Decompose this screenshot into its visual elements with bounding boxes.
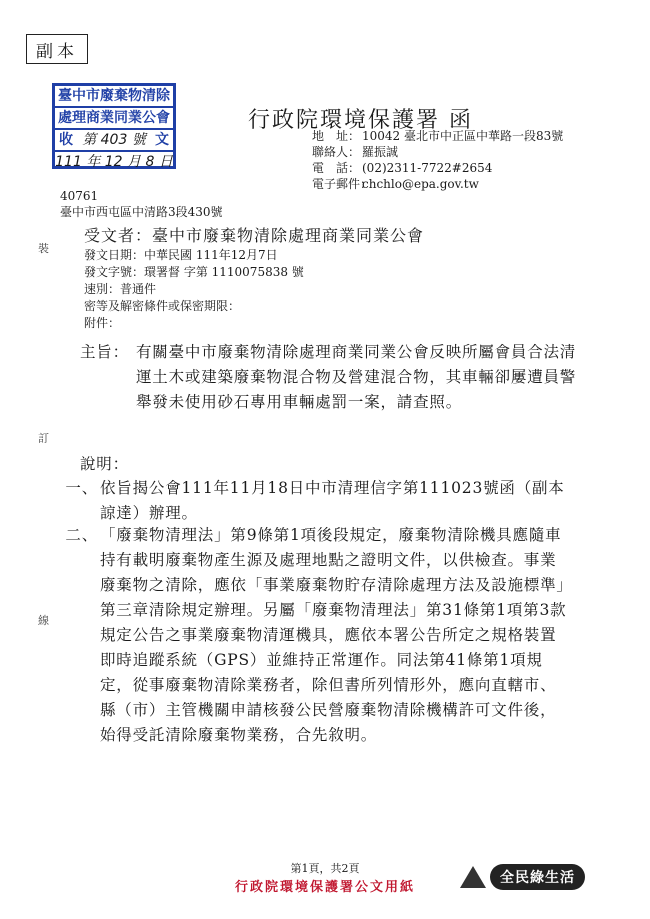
receipt-stamp <box>52 83 176 169</box>
contact-block <box>312 128 563 192</box>
recipient-zip: 40761 <box>60 189 99 203</box>
stationery-label: 行政院環境保護署公文用紙 <box>234 880 415 895</box>
stamp-receipt-row <box>55 130 173 152</box>
copy-label: 副本 <box>26 34 88 64</box>
explanation-item-2 <box>20 523 570 748</box>
item-2-number: 二、 <box>65 526 98 544</box>
subject-section <box>80 340 580 415</box>
email-value: chchlo@epa.gov.tw <box>362 177 479 191</box>
stamp-receipt-suffix: 文 <box>155 132 169 148</box>
page-number: 第1頁，共2頁 <box>290 862 360 875</box>
stamp-receipt-prefix: 收 <box>59 132 73 148</box>
email-line <box>312 176 563 192</box>
phone-line <box>312 160 563 176</box>
recipient-line: 受文者：臺中市廢棄物清除處理商業同業公會 <box>84 226 425 245</box>
logo-text: 全民綠生活 <box>490 864 585 890</box>
phone-label: 電 話： <box>312 161 361 175</box>
explanation-item-1 <box>20 476 570 526</box>
stamp-org-line2: 處理商業同業公會 <box>55 108 173 130</box>
binding-mark-staple: 訂 <box>38 432 49 445</box>
agency-title: 行政院環境保護署 函 <box>248 108 473 133</box>
issue-date: 發文日期：中華民國 111年12月7日 <box>84 248 278 262</box>
document-number: 發文字號：環署督 字第 1110075838 號 <box>84 265 304 279</box>
attachments: 附件： <box>84 316 121 330</box>
binding-mark-bind: 裝 <box>38 242 49 255</box>
contact-person-line <box>312 144 563 160</box>
stamp-receipt-number: 第 403 號 <box>82 132 146 148</box>
address-line <box>312 128 563 144</box>
stamp-org-line1: 臺中市廢棄物清除 <box>55 86 173 108</box>
recipient-address <box>60 188 223 220</box>
item-1-text: 依旨揭公會111年11月18日中市清理信字第111023號函（副本諒達）辦理。 <box>100 479 565 522</box>
logo-triangle-icon <box>460 866 486 888</box>
delivery-speed: 速別：普通件 <box>84 282 157 296</box>
address-value: 10042 臺北市中正區中華路一段83號 <box>362 129 564 143</box>
contact-person-value: 羅振誠 <box>362 145 399 159</box>
email-label: 電子郵件： <box>312 177 373 191</box>
contact-person-label: 聯絡人： <box>312 145 361 159</box>
phone-value: (02)2311-7722#2654 <box>362 161 493 175</box>
address-label: 地 址： <box>312 129 361 143</box>
document-meta <box>84 247 304 332</box>
subject-label: 主旨： <box>80 343 129 361</box>
item-1-number: 一、 <box>65 479 98 497</box>
security-level: 密等及解密條件或保密期限： <box>84 299 241 313</box>
recipient-street: 臺中市西屯區中清路3段430號 <box>60 205 223 219</box>
item-2-text: 「廢棄物清理法」第9條第1項後段規定，廢棄物清除機具應隨車持有載明廢棄物產生源及處理地點之證明文件，以供檢查。事業廢棄物之清除，應依「事業廢棄物貯存清除處理方法及設施標準」第三章清除規定辦理。另屬「廢棄物清理法」第31條第1項第3款規定公告之事業廢棄物清運機具，應依本署公告所定之規格裝置即時追蹤系統（GPS）並維持正常運作。同法第41條第1項規定，從事廢棄物清除業務者，除但書所列情形外，應向直轄市、縣（市）主管機關申請核發公民營廢棄物清除機構許可文件後，始得受託清除廢棄物業務，合先敘明。 <box>100 526 567 744</box>
green-life-logo <box>460 862 600 892</box>
explanation-label: 說明： <box>80 455 129 473</box>
stamp-receipt-date: 111 年 12 月 8 日 <box>55 154 173 170</box>
subject-text: 有關臺中市廢棄物清除處理商業同業公會反映所屬會員合法清運土木或建築廢棄物混合物及營建混合物，其車輛卻屢遭員警舉發未使用砂石專用車輛處罰一案，請查照。 <box>136 343 577 411</box>
binding-mark-line: 線 <box>38 614 49 627</box>
